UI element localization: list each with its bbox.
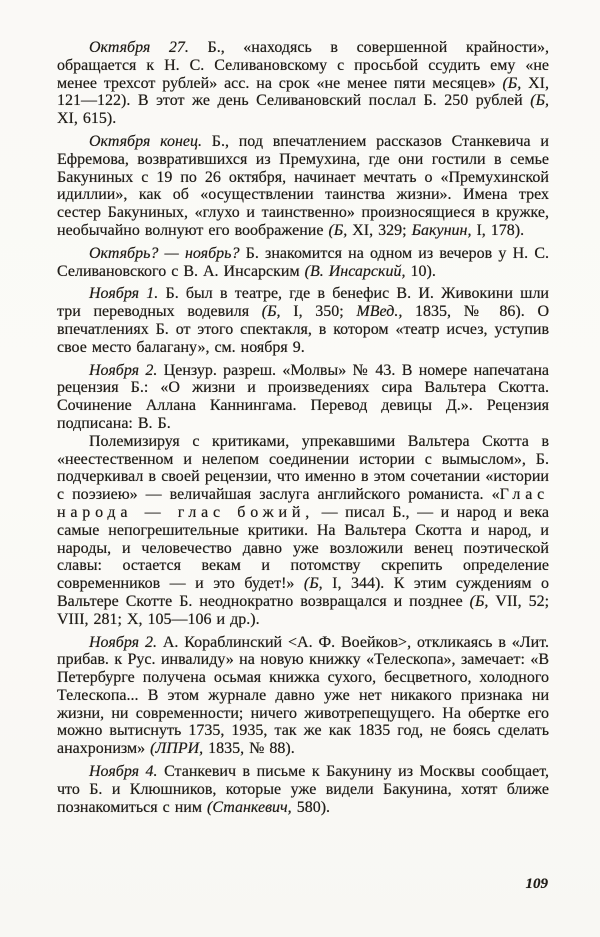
paragraph: [57, 634, 549, 759]
italic-text: (Б,: [530, 92, 549, 110]
body-text: Б., под впечатлением рассказов Станкевича и Ефремова, возвратившихся из Премухина, где они гостили в семье Бакуниных с 19 по 26 октября, начинает мечтать о «Премухинской идиллии», как об «осуществлении таинства жизни». Имена трех сестер Бакуниных, «глухо и таинственно» произносящиеся в кружке, необычайно волнуют его воображение: [57, 132, 549, 239]
paragraph: [57, 362, 549, 433]
paragraph: [57, 285, 549, 356]
paragraph: [57, 133, 549, 240]
body-text: 1835, № 86). О впечатлениях Б. от этого спектакля, в котором «театр исчез, уступив свое место балагану», см. ноября 9.: [57, 303, 549, 356]
paragraph: [57, 763, 549, 816]
italic-text: (Б,: [502, 74, 522, 92]
italic-text: (ЛПРИ,: [150, 740, 204, 758]
body-text: VII, 52; VIII, 281; X, 105—106 и др.).: [57, 592, 550, 628]
italic-text: Бакунин,: [411, 221, 472, 239]
italic-text: Ноября 2.: [89, 361, 158, 379]
italic-text: (Б,: [469, 592, 489, 610]
italic-text: МВед.,: [356, 303, 403, 321]
body-text: 580).: [291, 798, 331, 816]
body-text: I, 178).: [471, 221, 525, 239]
italic-text: (Б,: [328, 221, 348, 239]
italic-text: Октября конец.: [89, 132, 202, 150]
paragraph: [57, 245, 549, 281]
body-text: 1835, № 88).: [203, 740, 295, 758]
italic-text: Октябрь? — ноябрь?: [89, 244, 240, 262]
body-text: 10).: [405, 262, 436, 280]
body-text: I, 350;: [280, 303, 357, 321]
italic-text: (Станкевич,: [207, 798, 292, 816]
body-text: Цензур. разреш. «Молвы» № 43. В номере напечатана рецензия Б.: «О жизни и произведениях сира Вальтера Скотта. Сочинение Аллана Каннингама. Перевод девицы Д.». Рецензия подписана: В. Б.: [57, 361, 549, 432]
italic-text: (В. Инсарский,: [304, 262, 406, 280]
italic-text: Ноября 2.: [89, 633, 157, 651]
page-number: 109: [525, 876, 548, 892]
body-text: — писал Б., — и народ и века самые непогрешительные критики. На Вальтера Скотта и народ, и народы, и человечество давно уже возложили венец поэтической славы: остается векам и потомству скрепить определение современников — и это будет!»: [57, 503, 549, 593]
body-text: А. Кораблинский <А. Ф. Воейков>, откликаясь в «Лит. прибав. к Рус. инвалиду» на новую книжку «Телескопа», замечает: «В Петербурге получена осьмая книжка сухого, бесцветного, холодного Телескопа... В этом журнале давно уже нет никакого признака ни жизни, ни современности; ничего животрепещущего. На обертке его можно вытиснуть 1735, 1935, так же как 1835 год, не боясь сделать анахронизм»: [57, 633, 549, 758]
italic-text: Ноября 1.: [89, 285, 159, 303]
italic-text: (Б,: [303, 575, 323, 593]
paragraph: [57, 39, 549, 128]
body-text: XI, 615).: [57, 110, 117, 128]
italic-text: (Б,: [261, 303, 281, 321]
italic-text: Ноября 4.: [89, 763, 158, 781]
italic-text: Октября 27.: [89, 39, 189, 56]
body-text: XI, 329;: [347, 221, 412, 239]
body-text: Б. знакомится на одном из вечеров у Н. С. Селивановского с В. А. Инсарским: [57, 244, 549, 280]
page-text: [57, 39, 549, 816]
body-text: Полемизируя с критиками, упрекавшими Вальтера Скотта в «неестественном и нелепом соединении истории с вымыслом», Б. подчеркивал в своей рецензии, что именно в этом сочетании «истории с поэзиею» — величайшая заслуга английского романиста. «: [57, 432, 549, 504]
body-text: I, 344). К этим суждениям о Вальтере Скотте Б. неоднократно возвращался и позднее: [57, 575, 549, 610]
body-text: XI, 121—122). В этот же день Селивановский послал Б. 250 рублей: [57, 74, 549, 110]
body-text: Б., «находясь в совершенной крайности», обращается к Н. С. Селивановскому с просьбой ссудить ему «не менее трехсот рублей» асс. на срок «не менее пяти месяцев»: [57, 39, 550, 92]
body-text: Станкевич в письме к Бакунину из Москвы сообщает, что Б. и Клюшников, которые уже видели Бакунина, хотят ближе познакомиться с ним: [57, 763, 549, 816]
paragraph: [57, 433, 549, 629]
letterspaced-text: Глас народа — глас божий,: [57, 486, 549, 521]
body-text: Б. был в театре, где в бенефис В. И. Живокини шли три переводных водевиля: [57, 285, 549, 321]
